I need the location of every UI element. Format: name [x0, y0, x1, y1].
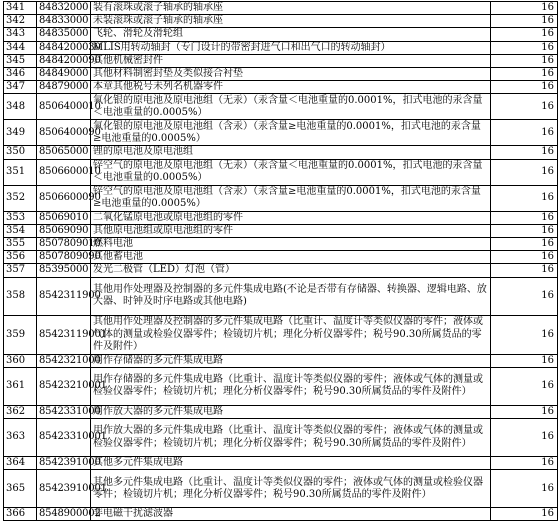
item-description: 发光二极管（LED）灯泡（管） — [91, 264, 491, 277]
item-description: 燃料电池 — [91, 238, 491, 251]
row-number: 363 — [4, 419, 37, 457]
tariff-code: 85069010 — [37, 211, 91, 224]
tax-rate: 16 — [491, 159, 558, 185]
tax-rate: 16 — [491, 419, 558, 457]
row-number: 346 — [4, 68, 37, 81]
row-number: 349 — [4, 120, 37, 146]
table-row — [4, 68, 558, 81]
tariff-code: 8542331000 — [37, 405, 91, 418]
table-row — [4, 315, 558, 354]
row-number: 360 — [4, 354, 37, 367]
row-number: 359 — [4, 315, 37, 354]
tax-rate: 16 — [491, 277, 558, 315]
tariff-code: 85065000 — [37, 146, 91, 159]
tariff-code: 8542311900 — [37, 277, 91, 315]
table-row — [4, 470, 558, 508]
tax-rate: 16 — [491, 264, 558, 277]
row-number: 350 — [4, 146, 37, 159]
item-description: 装有滚珠或滚子轴承的轴承座 — [91, 2, 491, 15]
tariff-table — [3, 1, 558, 521]
tax-rate: 16 — [491, 457, 558, 470]
item-description: 氧化银的原电池及原电池组（含汞）（汞含量≥电池重量的0.0001%，扣式电池的汞含量≥电池重量的0.0005%） — [91, 120, 491, 146]
tariff-code: 85423910001 — [37, 470, 91, 508]
tariff-code: 8542391000 — [37, 457, 91, 470]
item-description: 其他多元件集成电路（比重计、温度计等类似仪器的零件；液体或气体的测量或检验仪器零件；检镜切片机；理化分析仪器零件；税号90.30所属货品的零件及附件） — [91, 470, 491, 508]
table-row — [4, 251, 558, 264]
row-number: 362 — [4, 405, 37, 418]
tax-rate: 16 — [491, 211, 558, 224]
row-number: 358 — [4, 277, 37, 315]
tax-rate: 16 — [491, 120, 558, 146]
item-description: 锂的原电池及原电池组 — [91, 146, 491, 159]
tariff-code: 8507809090 — [37, 251, 91, 264]
tariff-code: 85423119001 — [37, 315, 91, 354]
item-description: 二氧化锰原电池或原电池组的零件 — [91, 211, 491, 224]
tax-rate: 16 — [491, 315, 558, 354]
tariff-code: 84835000 — [37, 28, 91, 41]
table-row — [4, 405, 558, 418]
tariff-code: 84832000 — [37, 2, 91, 15]
table-row — [4, 264, 558, 277]
item-description: 其他蓄电池 — [91, 251, 491, 264]
tariff-code: 85423310001 — [37, 419, 91, 457]
tariff-code: 85069090 — [37, 224, 91, 237]
item-description: 锌空气的原电池及原电池组（无汞）（汞含量＜电池重量的0.0001%，扣式电池的汞含量＜电池重量的0.0005%） — [91, 159, 491, 185]
tax-rate: 16 — [491, 405, 558, 418]
tariff-code: 8548900002 — [37, 508, 91, 521]
table-row — [4, 224, 558, 237]
item-description: 其他材料制密封垫及类似接合衬垫 — [91, 68, 491, 81]
table-row — [4, 159, 558, 185]
tax-rate: 16 — [491, 508, 558, 521]
table-row — [4, 367, 558, 405]
tax-rate: 16 — [491, 15, 558, 28]
tariff-code: 8542321000 — [37, 354, 91, 367]
tariff-table-body — [4, 2, 558, 521]
tariff-code: 85423210001 — [37, 367, 91, 405]
item-description: 其他用作处理器及控制器的多元件集成电路（比重计、温度计等类似仪器的零件；液体或气体的测量或检验仪器零件；检镜切片机；理化分析仪器零件；税号90.30所属货品的零件及附件） — [91, 315, 491, 354]
tariff-code: 8484200030 — [37, 41, 91, 54]
table-row — [4, 354, 558, 367]
tax-rate: 16 — [491, 354, 558, 367]
tariff-code: 8506600090 — [37, 185, 91, 211]
item-description: 用作存储器的多元件集成电路（比重计、温度计等类似仪器的零件；液体或气体的测量或检验仪器零件；检镜切片机；理化分析仪器零件；税号90.30所属货品的零件及附件） — [91, 367, 491, 405]
row-number: 344 — [4, 41, 37, 54]
row-number: 345 — [4, 54, 37, 67]
tariff-code: 8507809010 — [37, 238, 91, 251]
table-row — [4, 41, 558, 54]
table-row — [4, 94, 558, 120]
item-description: 其他原电池组或原电池组的零件 — [91, 224, 491, 237]
tariff-code: 8506600010 — [37, 159, 91, 185]
tax-rate: 16 — [491, 54, 558, 67]
row-number: 355 — [4, 238, 37, 251]
row-number: 354 — [4, 224, 37, 237]
tax-rate: 16 — [491, 146, 558, 159]
item-description: 飞轮、滑轮及滑轮组 — [91, 28, 491, 41]
row-number: 343 — [4, 28, 37, 41]
table-row — [4, 277, 558, 315]
row-number: 353 — [4, 211, 37, 224]
item-description: 未装滚珠或滚子轴承的轴承座 — [91, 15, 491, 28]
table-row — [4, 15, 558, 28]
item-description: 其他机械密封件 — [91, 54, 491, 67]
table-row — [4, 54, 558, 67]
row-number: 361 — [4, 367, 37, 405]
tax-rate: 16 — [491, 28, 558, 41]
table-row — [4, 146, 558, 159]
table-row — [4, 238, 558, 251]
row-number: 342 — [4, 15, 37, 28]
table-row — [4, 508, 558, 521]
table-row — [4, 81, 558, 94]
row-number: 356 — [4, 251, 37, 264]
table-row — [4, 211, 558, 224]
item-description: 非电磁干扰滤波器 — [91, 508, 491, 521]
table-row — [4, 419, 558, 457]
tariff-code: 8484200090 — [37, 54, 91, 67]
table-row — [4, 2, 558, 15]
tariff-code: 84833000 — [37, 15, 91, 28]
row-number: 348 — [4, 94, 37, 120]
row-number: 365 — [4, 470, 37, 508]
row-number: 352 — [4, 185, 37, 211]
table-row — [4, 120, 558, 146]
tax-rate: 16 — [491, 81, 558, 94]
item-description: 氧化银的原电池及原电池组（无汞）（汞含量＜电池重量的0.0001%，扣式电池的汞含量＜电池重量的0.0005%） — [91, 94, 491, 120]
row-number: 366 — [4, 508, 37, 521]
tax-rate: 16 — [491, 185, 558, 211]
table-row — [4, 185, 558, 211]
item-description: 用作存储器的多元件集成电路 — [91, 354, 491, 367]
table-row — [4, 457, 558, 470]
row-number: 341 — [4, 2, 37, 15]
item-description: 其他用作处理器及控制器的多元件集成电路(不论是否带有存储器、转换器、逻辑电路、放大器、时钟及时序电路或其他电路) — [91, 277, 491, 315]
tariff-code: 8506400010 — [37, 94, 91, 120]
tariff-code: 84879000 — [37, 81, 91, 94]
item-description: MLIS用转动轴封（专门设计的带密封进气口和出气口的转动轴封） — [91, 41, 491, 54]
item-description: 用作放大器的多元件集成电路 — [91, 405, 491, 418]
tax-rate: 16 — [491, 251, 558, 264]
tax-rate: 16 — [491, 68, 558, 81]
tax-rate: 16 — [491, 224, 558, 237]
item-description: 用作放大器的多元件集成电路（比重计、温度计等类似仪器的零件；液体或气体的测量或检验仪器零件；检镜切片机；理化分析仪器零件；税号90.30所属货品的零件及附件） — [91, 419, 491, 457]
tax-rate: 16 — [491, 94, 558, 120]
tax-rate: 16 — [491, 2, 558, 15]
item-description: 本章其他税号未列名机器零件 — [91, 81, 491, 94]
tariff-code: 8506400090 — [37, 120, 91, 146]
row-number: 351 — [4, 159, 37, 185]
tax-rate: 16 — [491, 470, 558, 508]
tax-rate: 16 — [491, 367, 558, 405]
row-number: 347 — [4, 81, 37, 94]
tariff-code: 85395000 — [37, 264, 91, 277]
row-number: 364 — [4, 457, 37, 470]
row-number: 357 — [4, 264, 37, 277]
tariff-code: 84849000 — [37, 68, 91, 81]
tax-rate: 16 — [491, 41, 558, 54]
table-row — [4, 28, 558, 41]
item-description: 其他多元件集成电路 — [91, 457, 491, 470]
item-description: 锌空气的原电池及原电池组（含汞）（汞含量≥电池重量的0.0001%，扣式电池的汞含量≥电池重量的0.0005%） — [91, 185, 491, 211]
tax-rate: 16 — [491, 238, 558, 251]
